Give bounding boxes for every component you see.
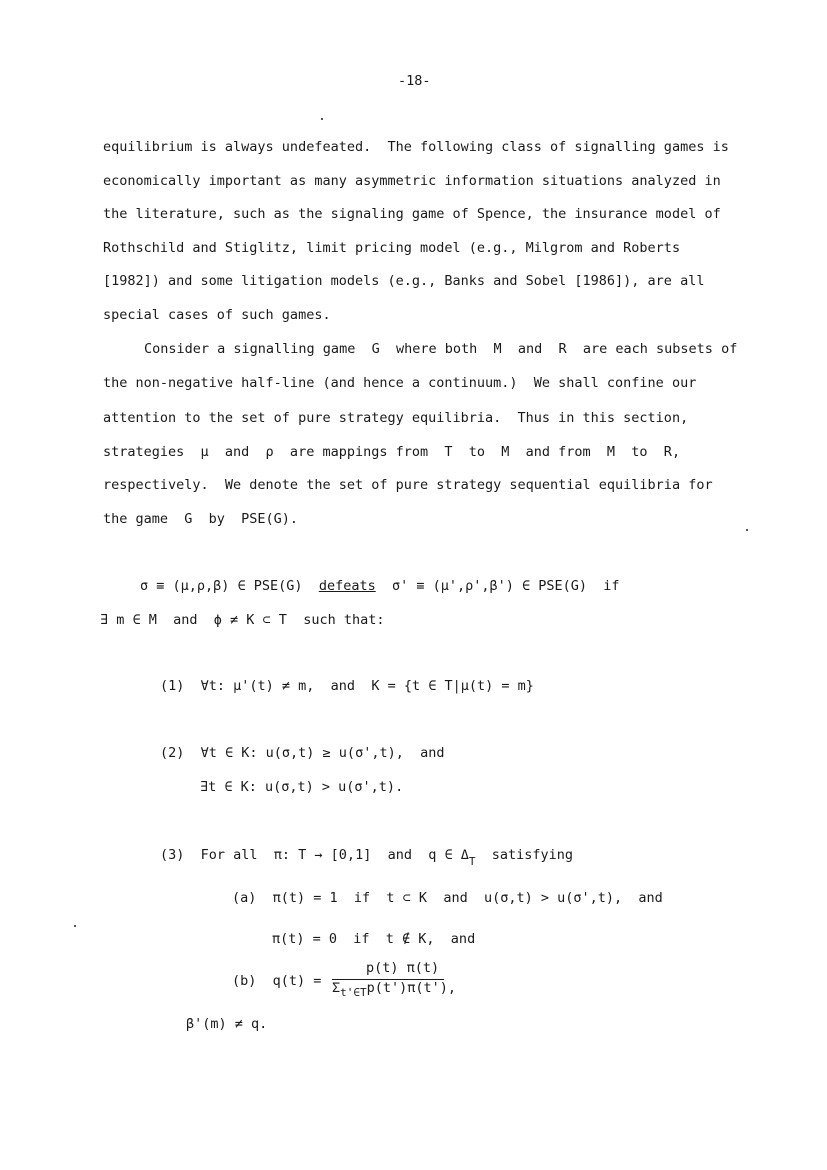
para1-line: [1982]) and some litigation models (e.g., Banks and Sobel [1986]), are all — [103, 273, 705, 289]
para2-line: respectively. We denote the set of pure strategy sequential equilibria for — [103, 477, 713, 493]
condition-3-text: (3) For all π: T → [0,1] and q ∈ Δ — [160, 847, 469, 863]
condition-3 — [160, 847, 574, 868]
probability-fraction — [332, 960, 482, 1000]
definition-post: σ' ≡ (μ',ρ',β') ∈ PSE(G) if — [375, 578, 620, 594]
fraction-denominator — [332, 980, 457, 999]
condition-2a: (2) ∀t ∈ K: u(σ,t) ≥ u(σ',t), and — [160, 745, 445, 761]
para2-line: Consider a signalling game G where both M and R are each subsets of — [144, 341, 738, 357]
para1-line: economically important as many asymmetric information situations analyzed in — [103, 173, 721, 189]
condition-3a-2: π(t) = 0 if t ∉ K, and — [272, 931, 476, 947]
delta-subscript: T — [468, 855, 476, 868]
condition-3a: (a) π(t) = 1 if t ⊂ K and u(σ,t) > u(σ',t), and — [232, 890, 663, 906]
condition-3b-label: (b) q(t) = — [232, 973, 322, 989]
scan-speck — [746, 529, 748, 531]
para1-line: the literature, such as the signaling game of Spence, the insurance model of — [103, 206, 721, 222]
page-number: -18- — [398, 73, 431, 89]
para2-line: the game G by PSE(G). — [103, 511, 299, 527]
condition-3-tail: satisfying — [475, 847, 574, 863]
fraction-comma: , — [447, 980, 457, 996]
para1-line: Rothschild and Stiglitz, limit pricing model (e.g., Milgrom and Roberts — [103, 240, 681, 256]
para1-line: equilibrium is always undefeated. The following class of signalling games is — [103, 139, 729, 155]
condition-2b: ∃t ∈ K: u(σ,t) > u(σ',t). — [200, 779, 404, 795]
fraction-numerator: p(t) π(t) — [366, 960, 440, 976]
para2-line: the non-negative half-line (and hence a continuum.) We shall confine our — [103, 375, 697, 391]
scan-speck — [74, 925, 76, 927]
sum-symbol: Σ — [332, 980, 341, 996]
defeats-term: defeats — [318, 578, 376, 594]
definition-line-1 — [140, 578, 620, 594]
para2-line: attention to the set of pure strategy equilibria. Thus in this section, — [103, 410, 689, 426]
scan-speck — [321, 118, 323, 120]
para1-line: special cases of such games. — [103, 307, 331, 323]
definition-line-2: ∃ m ∈ M and ϕ ≠ K ⊂ T such that: — [100, 612, 385, 628]
denominator-term: p(t')π(t') — [366, 980, 448, 996]
definition-pre: σ ≡ (μ,ρ,β) ∈ PSE(G) — [140, 578, 319, 594]
final-condition: β'(m) ≠ q. — [186, 1016, 268, 1032]
sum-subscript: t'∈T — [340, 986, 367, 999]
para2-line: strategies μ and ρ are mappings from T to M and from M to R, — [103, 444, 681, 460]
condition-1: (1) ∀t: μ'(t) ≠ m, and K = {t ∈ T|μ(t) = m} — [160, 678, 534, 694]
